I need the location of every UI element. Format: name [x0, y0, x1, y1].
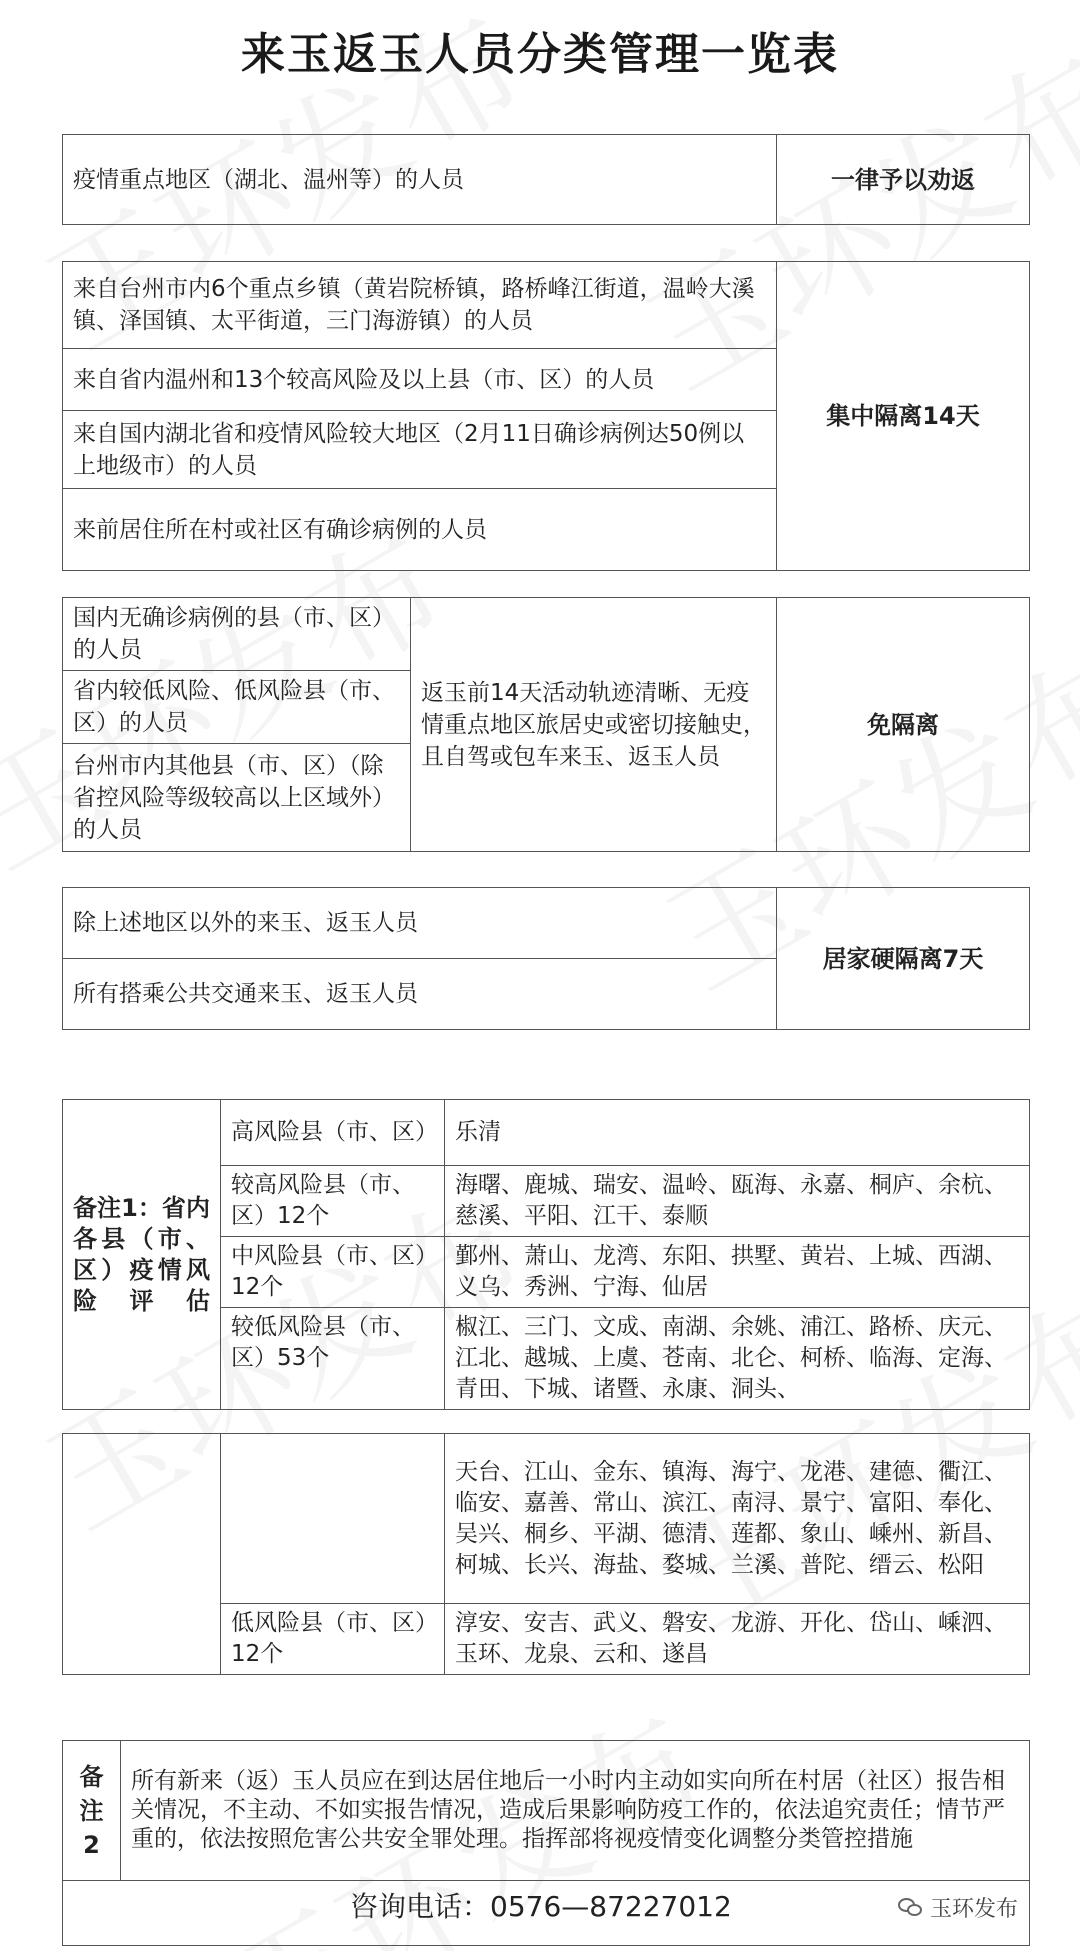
category-item: 省内较低风险、低风险县（市、区）的人员 [63, 671, 411, 744]
risk-areas: 椒江、三门、文成、南湖、余姚、浦江、路桥、庆元、江北、越城、上虞、苍南、北仑、柯桥、临海、定海、青田、下城、诸暨、永康、洞头、 [445, 1308, 1030, 1410]
risk-areas: 天台、江山、金东、镇海、海宁、龙港、建德、衢江、临安、嘉善、常山、滨江、南浔、景宁、富阳、奉化、吴兴、桐乡、平湖、德清、莲都、象山、嵊州、新昌、柯城、长兴、海盐、婺城、兰溪、普陀、缙云、松阳 [445, 1434, 1030, 1604]
note2-heading: 备注2 [63, 1741, 121, 1881]
category-item: 疫情重点地区（湖北、温州等）的人员 [63, 135, 777, 225]
risk-areas: 乐清 [445, 1100, 1030, 1166]
consult-phone: 咨询电话：0576—87227012 [350, 1890, 732, 1923]
risk-assessment-table-continued [62, 1433, 1030, 1675]
section-exempt-quarantine [62, 597, 1030, 852]
section-home-quarantine [62, 887, 1030, 1030]
brand-label [898, 1892, 1018, 1923]
category-item: 来自台州市内6个重点乡镇（黄岩院桥镇，路桥峰江街道，温岭大溪镇、泽国镇、太平街道，三门海游镇）的人员 [63, 262, 777, 349]
category-result: 一律予以劝返 [777, 135, 1030, 225]
category-item: 所有搭乘公共交通来玉、返玉人员 [63, 959, 777, 1030]
risk-level: 中风险县（市、区）12个 [221, 1237, 445, 1308]
risk-areas: 淳安、安吉、武义、磐安、龙游、开化、岱山、嵊泗、玉环、龙泉、云和、遂昌 [445, 1604, 1030, 1675]
category-item: 来自国内湖北省和疫情风险较大地区（2月11日确诊病例达50例以上地级市）的人员 [63, 411, 777, 489]
exemption-condition: 返玉前14天活动轨迹清晰、无疫情重点地区旅居史或密切接触史，且自驾或包车来玉、返玉人员 [411, 598, 777, 852]
risk-level: 高风险县（市、区） [221, 1100, 445, 1166]
category-item: 国内无确诊病例的县（市、区）的人员 [63, 598, 411, 671]
section-centralized-quarantine [62, 261, 1030, 571]
risk-level: 低风险县（市、区）12个 [221, 1604, 445, 1675]
risk-areas: 海曙、鹿城、瑞安、温岭、瓯海、永嘉、桐庐、余杭、慈溪、平阳、江干、泰顺 [445, 1166, 1030, 1237]
category-result: 居家硬隔离7天 [777, 888, 1030, 1030]
risk-assessment-table [62, 1099, 1030, 1410]
empty-cell [221, 1434, 445, 1604]
risk-level: 较低风险县（市、区）53个 [221, 1308, 445, 1410]
category-item: 除上述地区以外的来玉、返玉人员 [63, 888, 777, 959]
category-result: 集中隔离14天 [777, 262, 1030, 571]
note2-table [62, 1740, 1030, 1881]
empty-cell [63, 1434, 221, 1675]
risk-level: 较高风险县（市、区）12个 [221, 1166, 445, 1237]
category-result: 免隔离 [777, 598, 1030, 852]
note1-heading: 备注1：省内各县（市、区）疫情风险评估 [63, 1100, 221, 1410]
category-item: 台州市内其他县（市、区）（除省控风险等级较高以上区域外）的人员 [63, 744, 411, 852]
page-title: 来玉返玉人员分类管理一览表 [241, 29, 839, 80]
brand-name: 玉环发布 [930, 1897, 1019, 1922]
note2-text: 所有新来（返）玉人员应在到达居住地后一小时内主动如实向所在村居（社区）报告相关情况，不主动、不如实报告情况，造成后果影响防疫工作的，依法追究责任；情节严重的，依法按照危害公共安全罪处理。指挥部将视疫情变化调整分类管控措施 [121, 1741, 1030, 1881]
category-item: 来自省内温州和13个较高风险及以上县（市、区）的人员 [63, 349, 777, 411]
section-persuade-return [62, 134, 1030, 225]
risk-areas: 鄞州、萧山、龙湾、东阳、拱墅、黄岩、上城、西湖、义乌、秀洲、宁海、仙居 [445, 1237, 1030, 1308]
wechat-icon [898, 1898, 924, 1918]
category-item: 来前居住所在村或社区有确诊病例的人员 [63, 489, 777, 571]
